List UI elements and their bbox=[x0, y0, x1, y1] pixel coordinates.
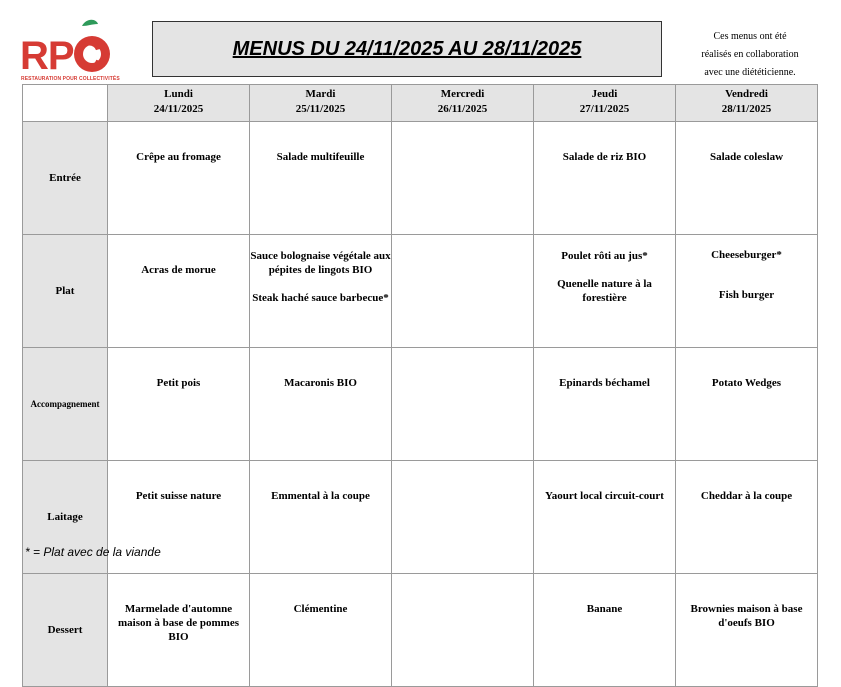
row-label: Laitage bbox=[23, 461, 108, 574]
menu-cell bbox=[392, 235, 534, 348]
dish: Petit pois bbox=[156, 377, 201, 389]
day-name: Jeudi bbox=[591, 88, 618, 100]
dish: Salade de riz BIO bbox=[562, 151, 647, 163]
menu-cell bbox=[250, 122, 392, 235]
dish: Potato Wedges bbox=[711, 377, 782, 389]
table-row bbox=[23, 235, 818, 348]
day-name: Lundi bbox=[164, 88, 193, 100]
menu-cell bbox=[250, 574, 392, 687]
row-label: Accompagnement bbox=[23, 348, 108, 461]
dish: Cheeseburger* bbox=[711, 249, 782, 261]
day-date: 25/11/2025 bbox=[295, 103, 346, 115]
dish: Clémentine bbox=[293, 603, 348, 615]
dish: Poulet rôti au jus* bbox=[561, 250, 648, 262]
day-header bbox=[534, 85, 676, 122]
dish: Yaourt local circuit-court bbox=[545, 490, 664, 502]
menu-cell bbox=[676, 348, 818, 461]
dish: Salade multifeuille bbox=[276, 151, 365, 163]
dish: Sauce bolognaise végétale aux pépites de lingots BIO bbox=[250, 250, 391, 276]
day-name: Mercredi bbox=[440, 88, 485, 100]
corner-cell bbox=[23, 85, 108, 122]
day-name: Mardi bbox=[305, 88, 336, 100]
menu-cell bbox=[108, 574, 250, 687]
day-header bbox=[676, 85, 818, 122]
note-line: avec une diététicienne. bbox=[704, 67, 796, 78]
day-header bbox=[392, 85, 534, 122]
dish: Fish burger bbox=[718, 289, 775, 301]
rpc-logo bbox=[20, 18, 120, 82]
table-row bbox=[23, 122, 818, 235]
header-row bbox=[23, 85, 818, 122]
table-row bbox=[23, 348, 818, 461]
menu-cell bbox=[534, 574, 676, 687]
title-box bbox=[152, 21, 662, 77]
day-date: 28/11/2025 bbox=[721, 103, 772, 115]
menu-cell bbox=[392, 122, 534, 235]
menu-cell bbox=[392, 461, 534, 574]
page-title: MENUS DU 24/11/2025 AU 28/11/2025 bbox=[232, 37, 582, 60]
dish: Emmental à la coupe bbox=[271, 490, 370, 502]
meat-legend: * = Plat avec de la viande bbox=[25, 545, 161, 559]
menu-cell bbox=[534, 348, 676, 461]
dish: Steak haché sauce barbecue* bbox=[252, 292, 389, 304]
menu-cell bbox=[676, 574, 818, 687]
note-line: Ces menus ont été bbox=[713, 31, 787, 42]
menu-table bbox=[22, 84, 818, 687]
menu-cell bbox=[534, 235, 676, 348]
menu-cell bbox=[676, 461, 818, 574]
dish: Epinards béchamel bbox=[559, 377, 650, 389]
menu-cell bbox=[108, 235, 250, 348]
day-date: 27/11/2025 bbox=[579, 103, 630, 115]
menu-cell bbox=[250, 348, 392, 461]
dish: Petit suisse nature bbox=[135, 490, 222, 502]
menu-cell bbox=[392, 574, 534, 687]
menu-cell bbox=[676, 122, 818, 235]
logo-text: RPC bbox=[20, 34, 102, 78]
dish: Brownies maison à base d'oeufs BIO bbox=[690, 603, 803, 629]
day-date: 26/11/2025 bbox=[437, 103, 488, 115]
dish: Macaronis BIO bbox=[284, 377, 357, 389]
menu-cell bbox=[250, 235, 392, 348]
row-label: Plat bbox=[23, 235, 108, 348]
menu-cell bbox=[534, 461, 676, 574]
day-header bbox=[108, 85, 250, 122]
dish: Banane bbox=[586, 603, 623, 615]
dish: Marmelade d'automne maison à base de pommes BIO bbox=[117, 603, 239, 643]
menu-cell bbox=[108, 122, 250, 235]
dietitian-note bbox=[688, 28, 812, 82]
dish: Acras de morue bbox=[141, 264, 216, 276]
menu-cell bbox=[392, 348, 534, 461]
dish: Salade coleslaw bbox=[709, 151, 784, 163]
dish: Cheddar à la coupe bbox=[700, 490, 793, 502]
dish: Quenelle nature à la forestière bbox=[557, 278, 652, 304]
day-header bbox=[250, 85, 392, 122]
day-date: 24/11/2025 bbox=[153, 103, 204, 115]
note-line: réalisés en collaboration bbox=[701, 49, 799, 60]
logo-subtitle: RESTAURATION POUR COLLECTIVITÉS bbox=[21, 76, 120, 82]
dish: Crêpe au fromage bbox=[136, 151, 221, 163]
row-label: Entrée bbox=[23, 122, 108, 235]
menu-cell bbox=[250, 461, 392, 574]
menu-cell bbox=[676, 235, 818, 348]
day-name: Vendredi bbox=[725, 88, 768, 100]
row-label: Dessert bbox=[23, 574, 108, 687]
menu-cell bbox=[534, 122, 676, 235]
table-row bbox=[23, 574, 818, 687]
menu-cell bbox=[108, 348, 250, 461]
